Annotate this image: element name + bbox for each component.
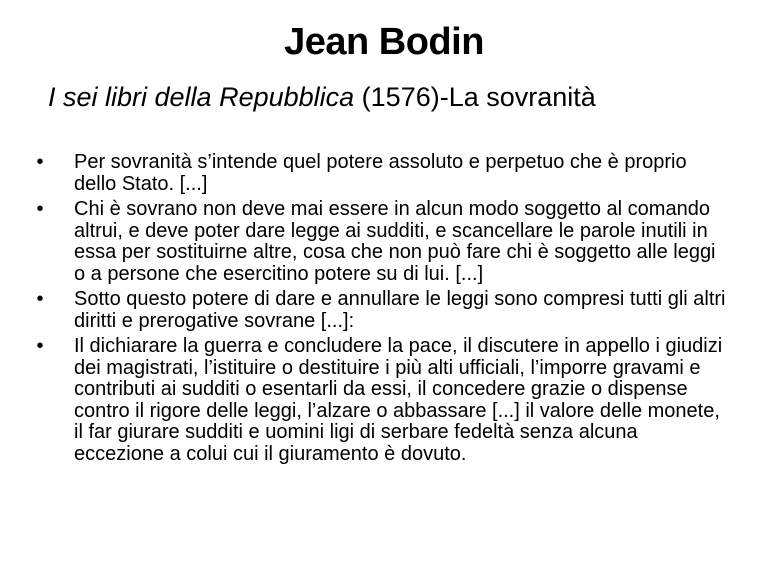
bullet-icon: • [36, 288, 44, 310]
bullet-text: Il dichiarare la guerra e concludere la pace, il discutere in appello i giudizi dei magistrati, l’istituire o destituire i più alti ufficiali, l’imporre gravami e contributi ai sudditi o esentarli da essi, il concedere grazie o dispense contro il rigore delle leggi, l’alzare o abbassare [...] il valore delle monete, il far giurare sudditi e uomini ligi di serbare fedeltà senza alcuna eccezione a colui cui il giuramento è dovuto. [74, 335, 723, 465]
bullet-item [30, 152, 730, 195]
bullet-icon: • [36, 198, 44, 220]
bullet-item [30, 199, 730, 285]
bullet-item [30, 289, 730, 332]
bullet-text: Sotto questo potere di dare e annullare le leggi sono compresi tutti gli altri diritti e prerogative sovrane [...]: [74, 288, 726, 332]
bullet-item [30, 336, 730, 465]
bullet-icon: • [36, 151, 44, 173]
slide-subtitle [48, 80, 738, 114]
bullet-icon: • [36, 335, 44, 357]
bullet-text: Per sovranità s’intende quel potere assoluto e perpetuo che è proprio dello Stato. [...] [74, 151, 687, 195]
subtitle-date-topic: (1576)-La sovranità [354, 82, 596, 112]
book-title: I sei libri della Repubblica [48, 82, 355, 112]
slide-title: Jean Bodin [284, 21, 484, 63]
bullet-text: Chi è sovrano non deve mai essere in alcun modo soggetto al comando altrui, e deve poter dare legge ai sudditi, e scancellare le parole inutili in essa per sostituirne altre, cosa che non può fare chi è soggetto alle leggi o a persone che esercitino potere su di lui. [...] [74, 198, 716, 285]
bullet-list [30, 152, 730, 469]
